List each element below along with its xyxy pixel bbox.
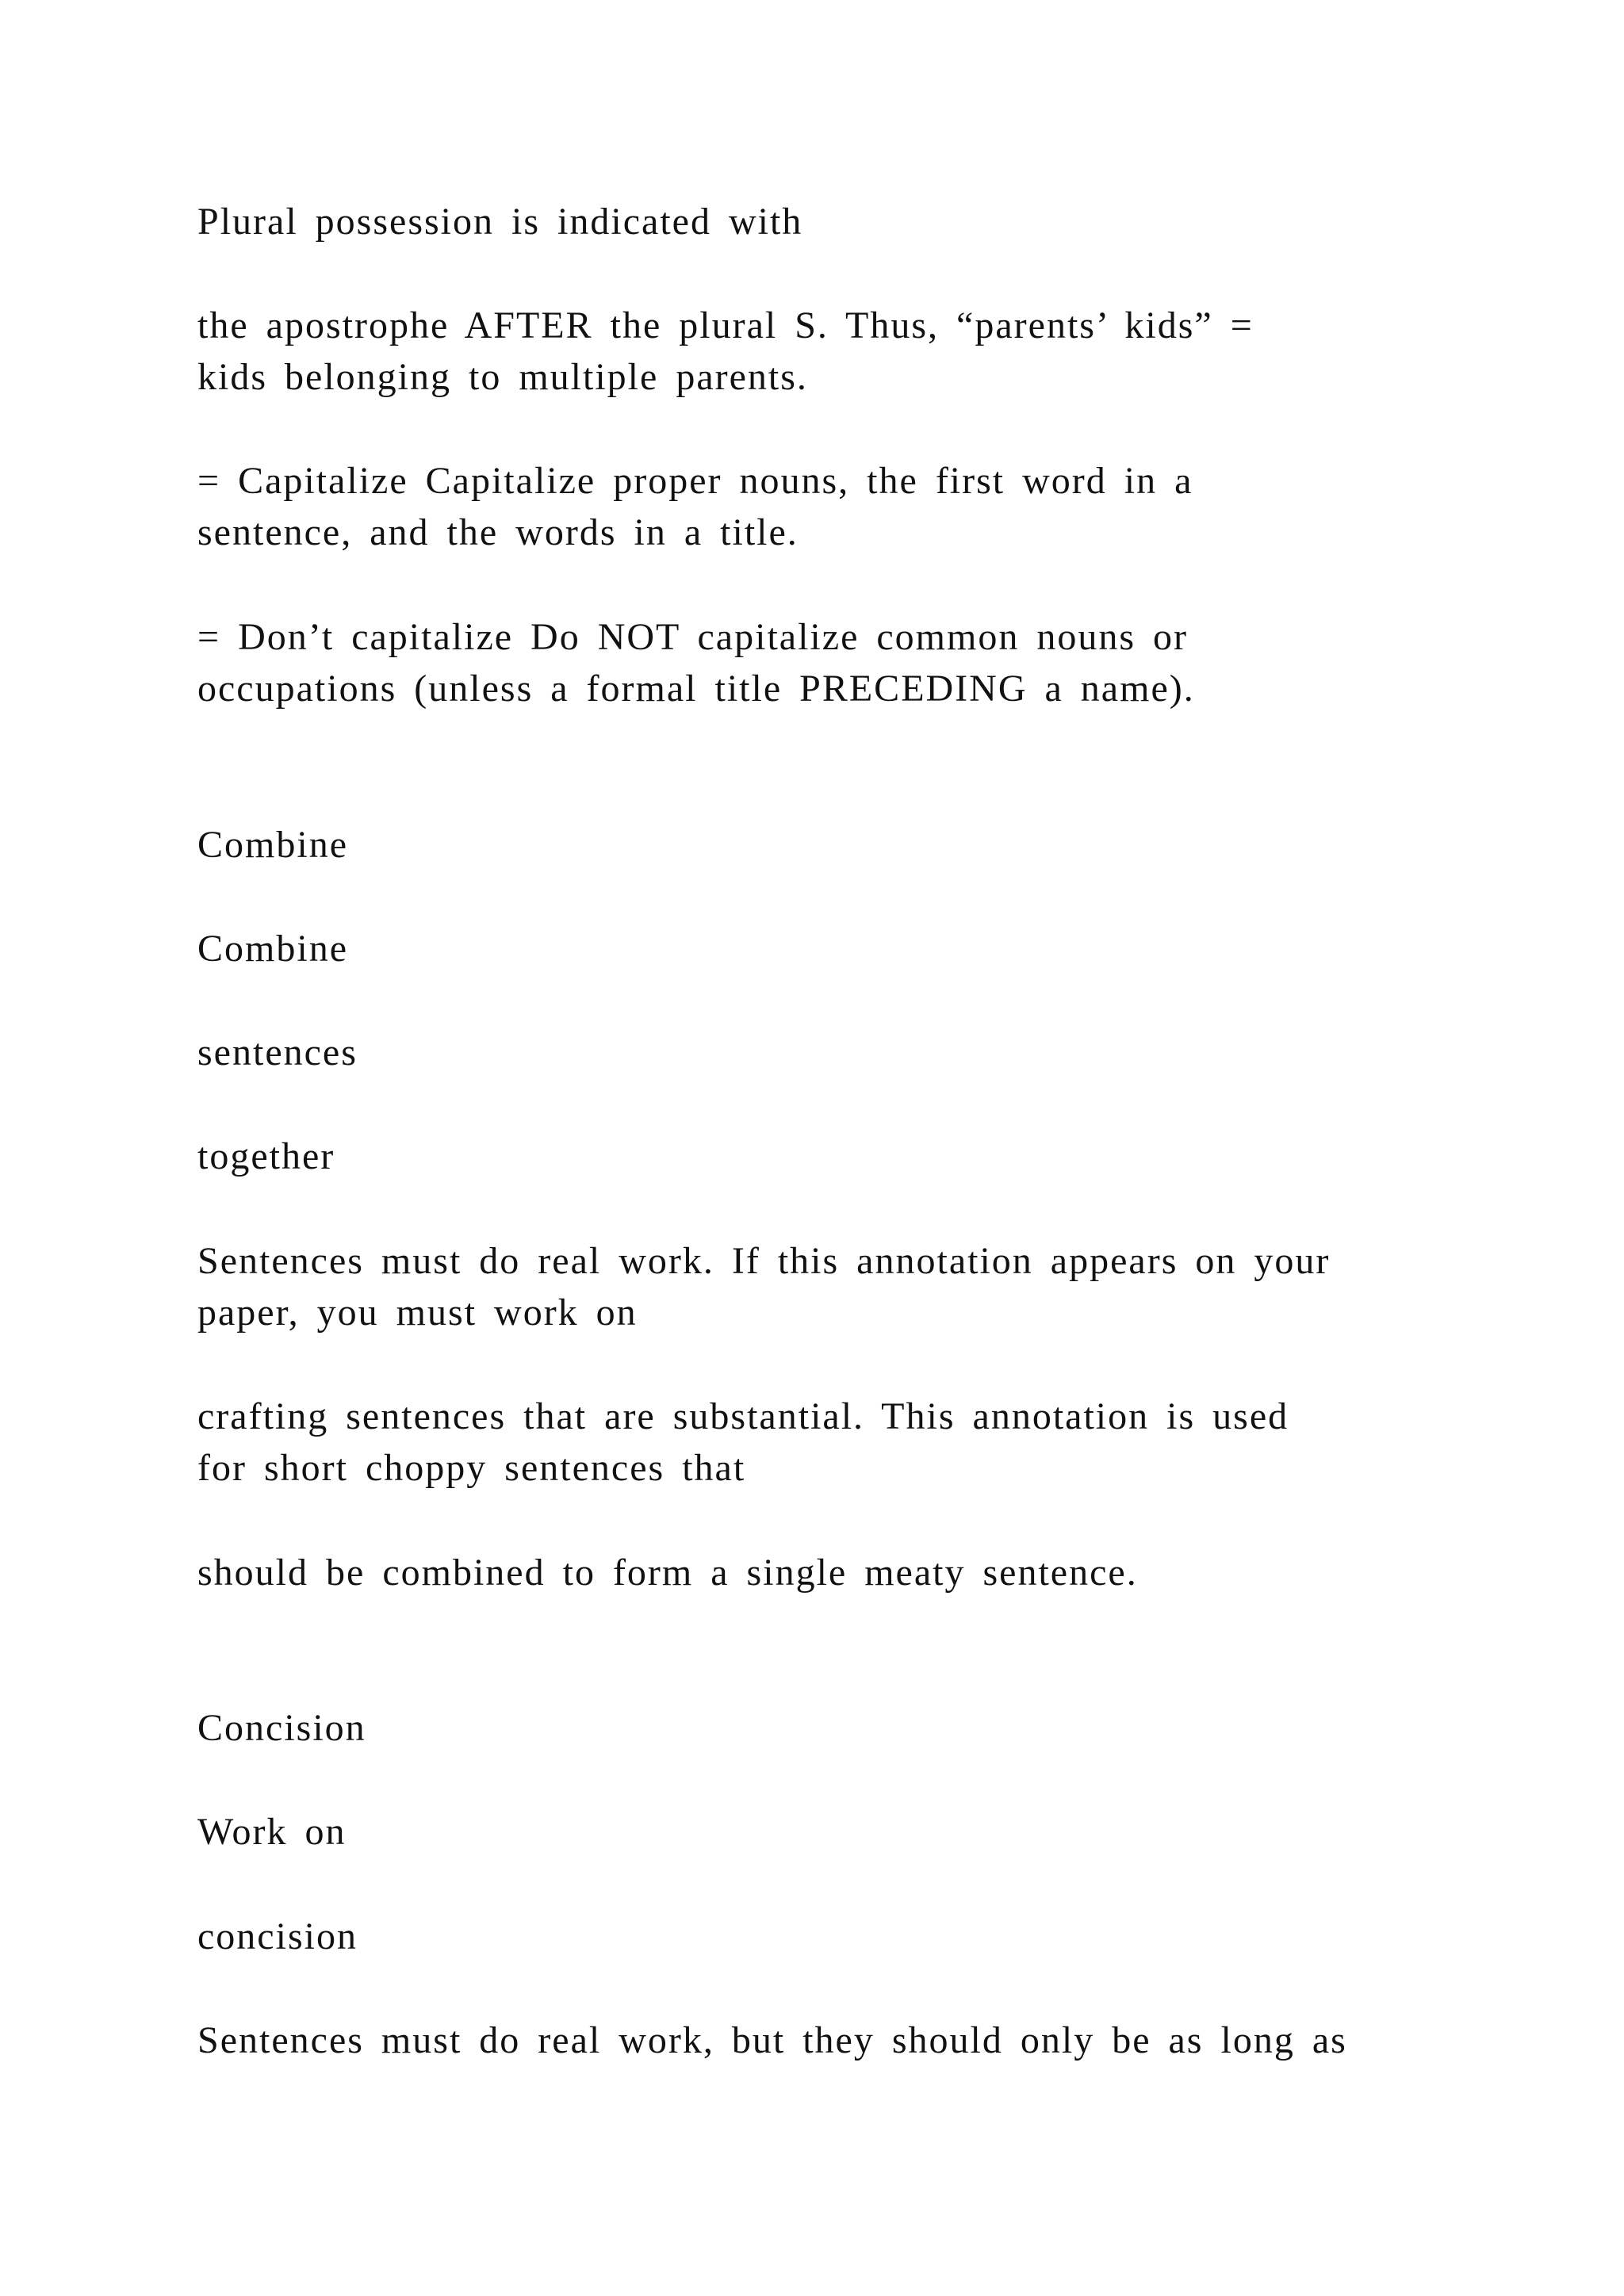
text-line: kids belonging to multiple parents. — [197, 356, 808, 398]
text-line: Sentences must do real work. If this annotation appears on your — [197, 1240, 1331, 1282]
text-line: sentence, and the words in a title. — [197, 511, 799, 553]
text-line: Work on — [197, 1811, 347, 1853]
text-line: Sentences must do real work, but they should only be as long as — [197, 2019, 1347, 2061]
text-line: for short choppy sentences that — [197, 1447, 746, 1489]
section-heading: Combine — [197, 824, 348, 866]
text-line: Combine — [197, 928, 348, 970]
text-line: occupations (unless a formal title PRECEDING a name). — [197, 668, 1195, 710]
text-line: concision — [197, 1915, 358, 1957]
text-line: = Capitalize Capitalize proper nouns, the first word in a — [197, 460, 1193, 502]
text-line: = Don’t capitalize Do NOT capitalize common nouns or — [197, 616, 1189, 658]
text-line: the apostrophe AFTER the plural S. Thus, “parents’ kids” = — [197, 304, 1254, 346]
section-heading: Concision — [197, 1707, 366, 1749]
text-line: crafting sentences that are substantial. This annotation is used — [197, 1395, 1289, 1437]
text-line: paper, you must work on — [197, 1292, 638, 1334]
text-line: sentences — [197, 1031, 358, 1073]
text-line: Plural possession is indicated with — [197, 201, 803, 243]
text-line: together — [197, 1135, 335, 1177]
text-line: should be combined to form a single meaty sentence. — [197, 1552, 1138, 1594]
